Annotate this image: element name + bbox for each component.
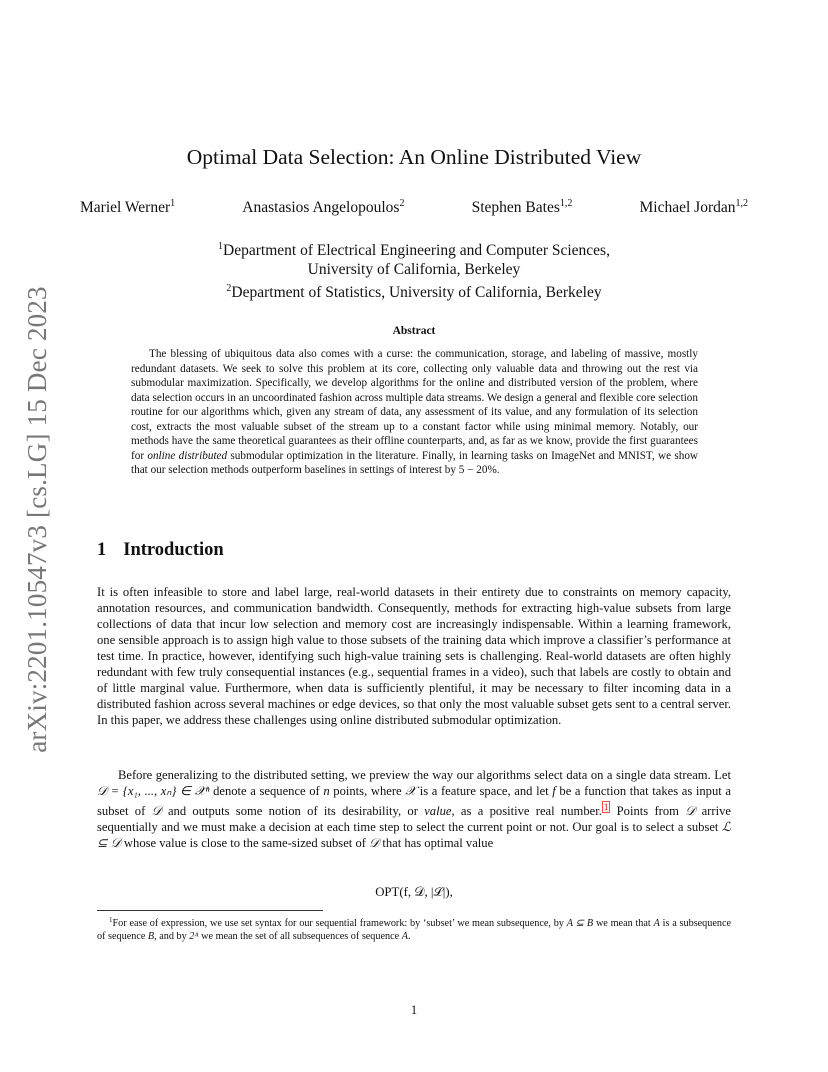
footnote-1: $^1$For ease of expression, we use set syntax for our sequential framework: by ‘subset’ we mean subsequence, by A ⊆ B we mean that A is a subsequence of sequence B, and by 2ᴬ we mean the set of all subsequences of sequence A.: [97, 916, 732, 942]
footnote-link[interactable]: 1: [603, 802, 609, 812]
abstract-text: The blessing of ubiquitous data also comes with a curse: the communication, storage, and labeling of massive, mostly redundant datasets. We seek to solve this problem at its core, collecting only valuable data and throwing out the rest via submodular maximization. Specifically, we develop algorithms for the online and distributed version of the problem, where data selection occurs in an uncoordinated fashion across multiple data streams. We design a general and flexible core selection routine for our algorithms which, given any stream of data, any assessment of its value, and any formulation of its selection cost, extracts the most valuable subset of the stream up to a constant factor while using minimal memory. Notably, our methods have the same theoretical guarantees as their offline counterparts, and, as far as we know, provide the first guarantees for online distributed submodular optimization in the literature. Finally, in learning tasks on ImageNet and MNIST, we show that our selection methods outperform baselines in settings of interest by 5 − 20%.: [131, 348, 698, 476]
affiliation-1-line2: University of California, Berkeley: [307, 261, 521, 278]
paper-title: Optimal Data Selection: An Online Distributed View: [186, 145, 642, 169]
arxiv-identifier: arXiv:2201.10547v3 [cs.LG] 15 Dec 2023: [21, 285, 52, 753]
intro-paragraph-1: It is often infeasible to store and label large, real-world datasets in their entirety due to constraints on memory capacity, annotation resources, and communication bandwidth. Consequently, methods for extracting high-value subsets from large collections of data that incur low selection and memory cost are increasingly indispensable. Within a learning framework, one sensible approach is to assign high value to those subsets of the training data which improve a classifier’s performance at test time. In practice, however, identifying such high-value training sets is challenging. Real-world datasets are often highly redundant with few truly consequential instances (e.g., sequential frames in a video), such that labels are costly to obtain and of little marginal value. Furthermore, when data is sufficiently plentiful, it may be necessary to filter incoming data in a distributed fashion across several machines or edge devices, so that only the most valuable subset gets sent to a central server. In this paper, we address these challenges using online distributed submodular optimization.: [97, 585, 731, 727]
author-list: [80, 198, 748, 217]
equation-opt: OPT(f, 𝒟, |ℒ|),: [375, 885, 453, 899]
arxiv-stamp: [12, 283, 62, 755]
affiliation-1: $^1$Department of Electrical Engineering and Computer Sciences,: [218, 241, 610, 259]
author: Stephen Bates$^{1,2}$: [471, 198, 573, 216]
footnote-divider: [97, 910, 323, 911]
affiliation-2: $^2$Department of Statistics, University of California, Berkeley: [226, 283, 602, 301]
intro-paragraph-2: Before generalizing to the distributed setting, we preview the way our algorithms select data on a single data stream. Let 𝒟 = {x₁, ..., xₙ} ∈ 𝒳ⁿ denote a sequence of n points, where 𝒳 is a feature space, and let f be a function that takes as input a subset of 𝒟 and outputs some notion of its desirability, or value, as a positive real number. $^1$ Points from 𝒟 arrive sequentially and we must make a decision at each time step to select the current point or not. Our goal is to select a subset ℒ ⊆ 𝒟 whose value is close to the same-sized subset of 𝒟 that has optimal value: [97, 768, 731, 850]
author: Michael Jordan$^{1,2}$: [639, 198, 748, 216]
author: Mariel Werner$^1$: [80, 198, 176, 216]
section-number: 1: [97, 540, 107, 560]
page-number: 1: [410, 1003, 418, 1017]
affiliations: [0, 237, 828, 302]
section-title: Introduction: [123, 540, 224, 560]
author: Anastasios Angelopoulos$^2$: [242, 198, 405, 216]
abstract-heading: Abstract: [392, 325, 436, 337]
section-heading: [97, 540, 224, 561]
